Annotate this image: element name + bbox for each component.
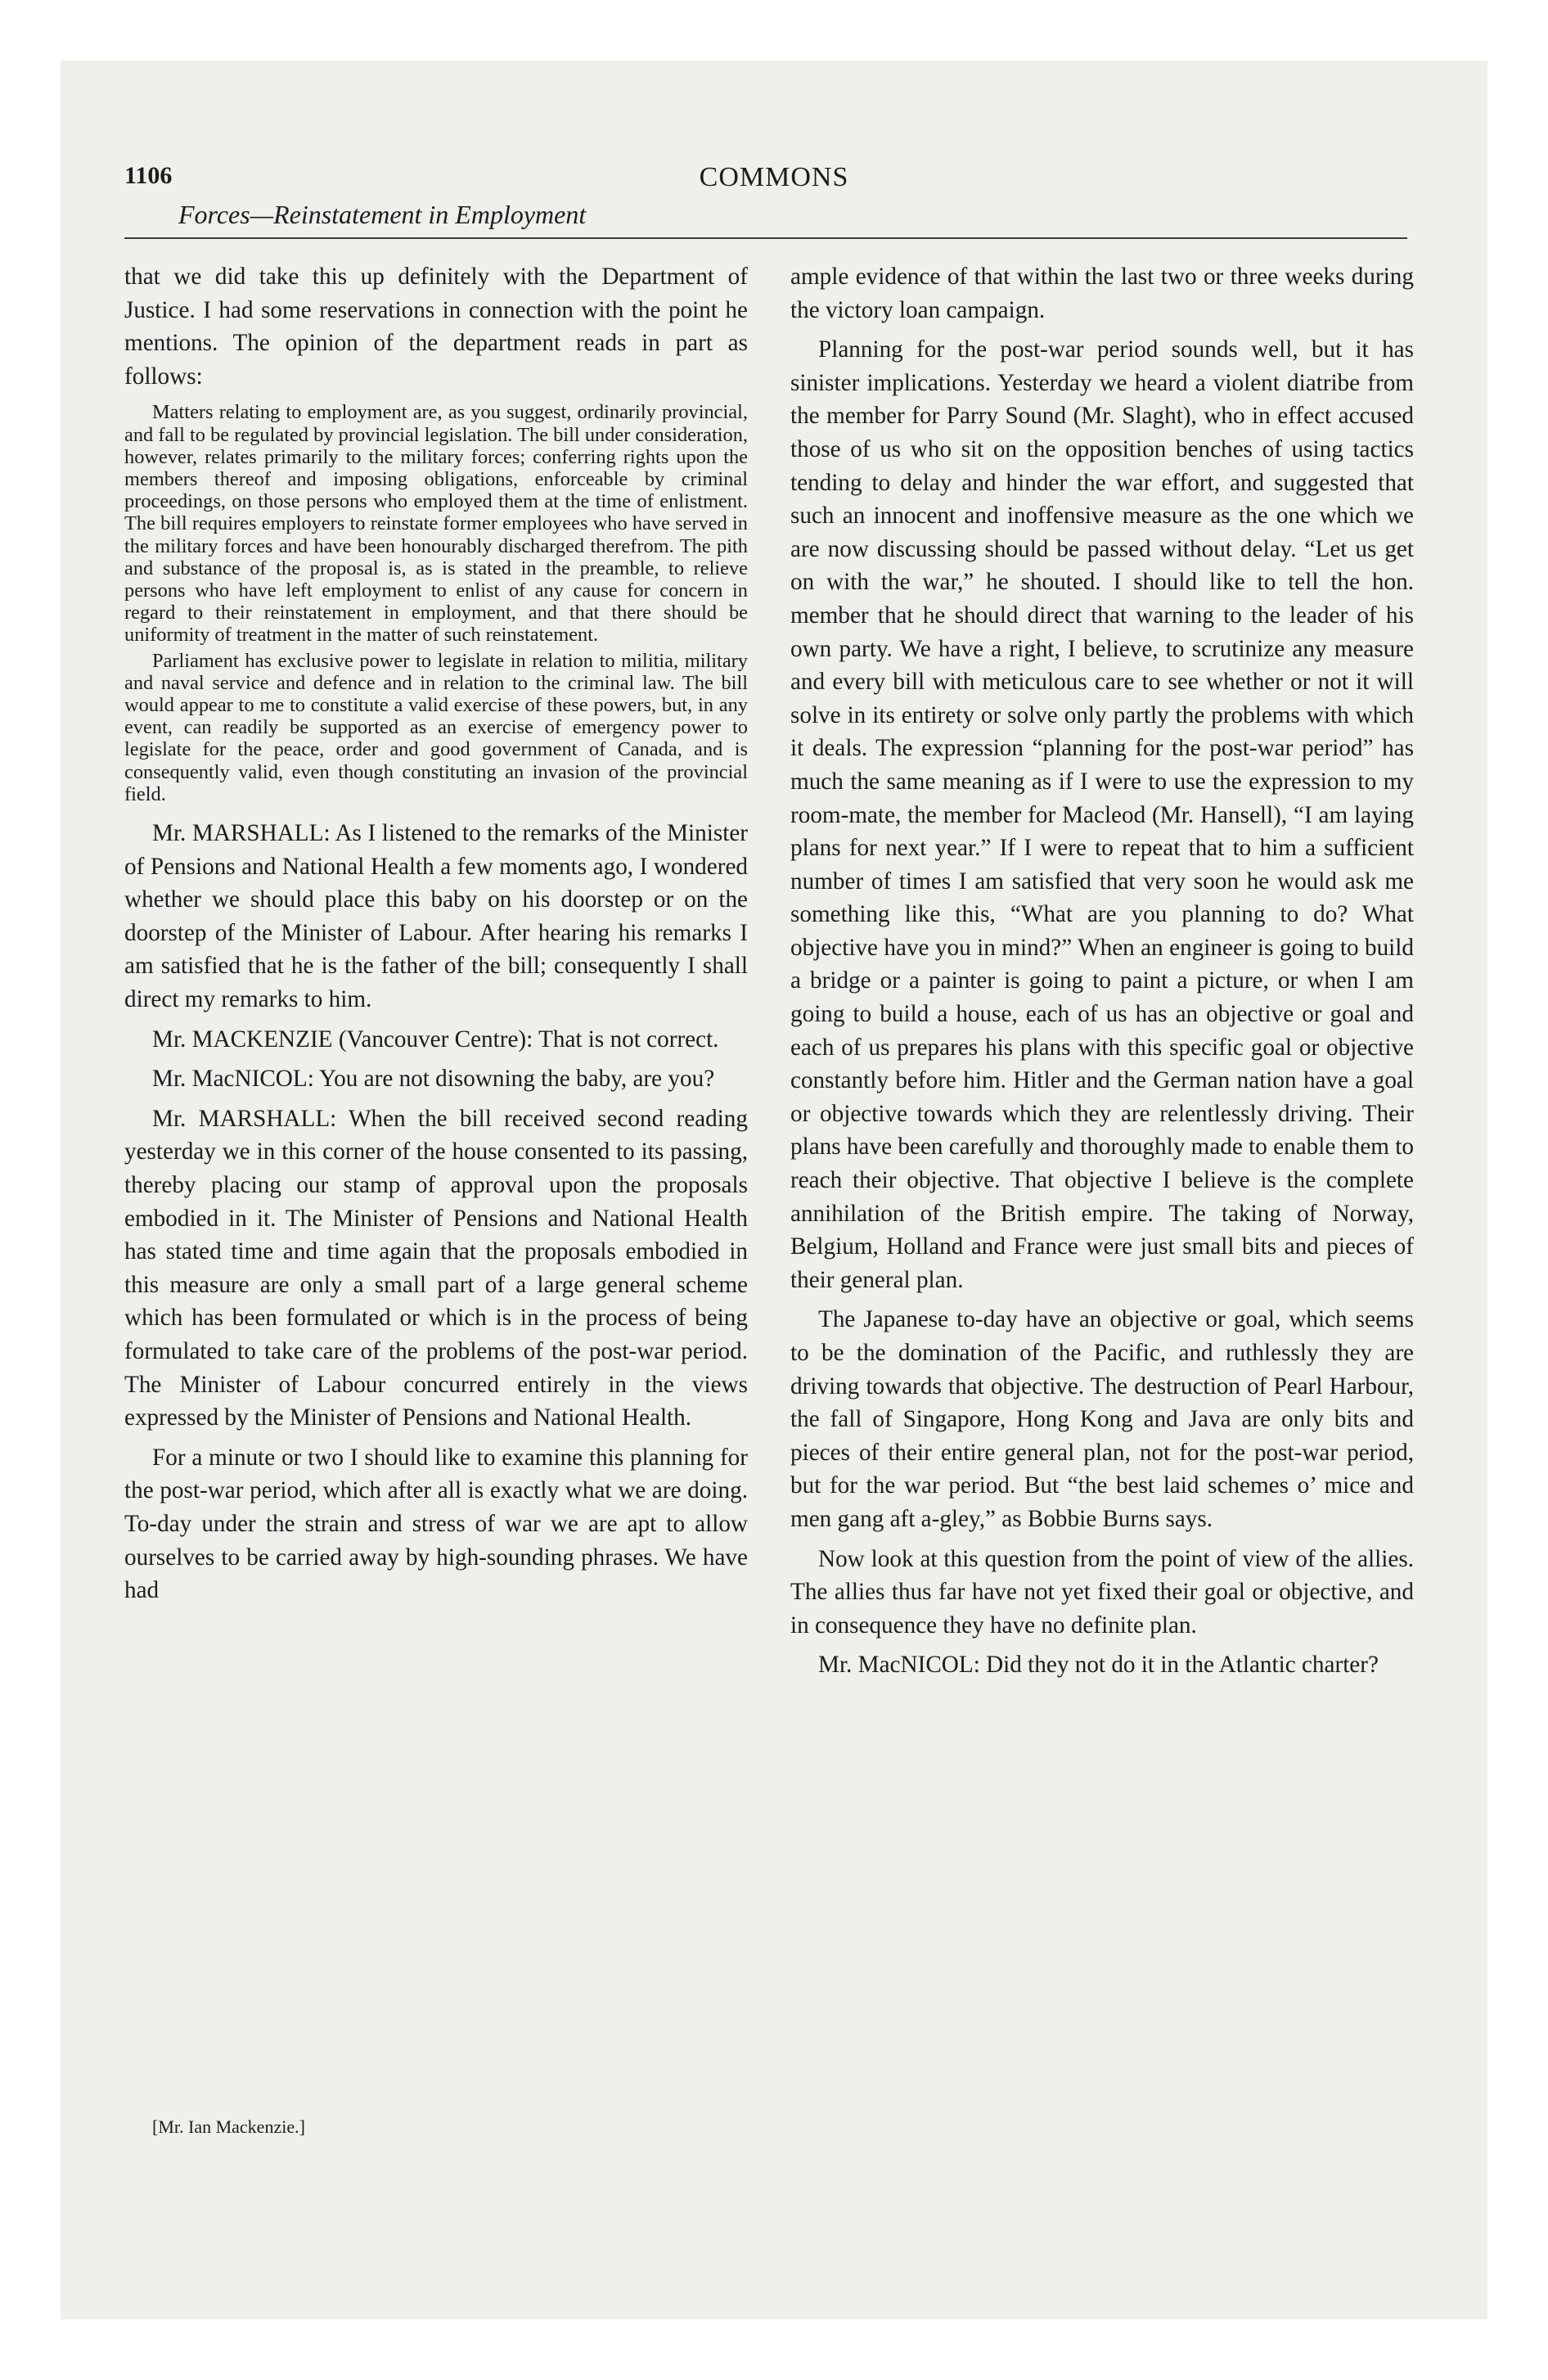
paragraph: Mr. MacNICOL: Did they not do it in the Atlantic charter? [818, 1652, 1379, 1679]
paragraph: For a minute or two I should like to examine this planning for the post-war period, which after all is exactly what we are doing. To-day under the strain and stress of war we are apt to allow ourselves to be carried away by high-sounding phrases. We have had [124, 1444, 748, 1604]
right-column [790, 260, 1414, 1688]
page-number: 1106 [124, 162, 173, 189]
paragraph: Mr. MacNICOL: You are not disowning the baby, are you? [152, 1066, 715, 1093]
running-head: COMMONS [699, 162, 849, 192]
paragraph: ample evidence of that within the last two or three weeks during the victory loan campaign. [790, 264, 1414, 323]
section-title: Forces—Reinstatement in Employment [178, 200, 587, 229]
quoted-opinion: Matters relating to employment are, as you suggest, ordinarily provincial, and fall to be regulated by provincial legislation. The bill under consideration, however, relates primarily to the military forces; conferring rights upon the members thereof and imposing obligations, enforceable by criminal proceedings, on those persons who employed them at the time of enlistment. The bill requires employers to reinstate former employees who have served in the military forces and have been honourably discharged therefrom. The pith and substance of the proposal is, as is stated in the preamble, to relieve persons who have left employment to enlist of any cause for concern in regard to their reinstatement in employment, and that there should be uniformity of treatment in the matter of such reinstatement. [124, 401, 748, 647]
paragraph: Now look at this question from the point of view of the allies. The allies thus far have not yet fixed their goal or objective, and in consequence they have no definite plan. [790, 1545, 1414, 1639]
speaker-footnote: [Mr. Ian Mackenzie.] [152, 2116, 305, 2137]
paragraph: Mr. MARSHALL: As I listened to the remarks of the Minister of Pensions and National Health a few moments ago, I wondered whether we should place this baby on his doorstep or on the doorstep of the Minister of Labour. After hearing his remarks I am satisfied that he is the father of the bill; consequently I shall direct my remarks to him. [124, 820, 748, 1012]
quoted-opinion: Parliament has exclusive power to legislate in relation to militia, military and naval service and defence and in relation to the criminal law. The bill would appear to me to constitute a valid exercise of these powers, but, in any event, can readily be supported as an exercise of emergency power to legislate for the peace, order and good government of Canada, and is consequently valid, even though constituting an invasion of the provincial field. [124, 649, 748, 805]
paragraph: The Japanese to-day have an objective or goal, which seems to be the domination of the Pacific, and ruthlessly they are driving towards that objective. The destruction of Pearl Harbour, the fall of Singapore, Hong Kong and Java are only bits and pieces of their entire general plan, not for the post-war period, but for the war period. But “the best laid schemes o’ mice and men gang aft a-gley,” as Bobbie Burns says. [790, 1306, 1414, 1532]
header-rule [124, 237, 1407, 239]
paragraph: Planning for the post-war period sounds well, but it has sinister implications. Yesterday we heard a violent diatribe from the member for Parry Sound (Mr. Slaght), who in effect accused those of us who sit on the opposition benches of using tactics tending to delay and hinder the war effort, and suggested that such an innocent and inoffensive measure as the one which we are now discussing should be passed without delay. “Let us get on with the war,” he shouted. I should like to tell the hon. member that he should direct that warning to the leader of his own party. We have a right, I believe, to scrutinize any measure and every bill with meticulous care to see whether or not it will solve in its entirety or solve only partly the problems with which it deals. The expression “planning for the post-war period” has much the same meaning as if I were to use the expression to my room-mate, the member for Macleod (Mr. Hansell), “I am laying plans for next year.” If I were to repeat that to him a sufficient number of times I am satisfied that very soon he would ask me something like this, “What are you planning to do? What objective have you in mind?” When an engineer is going to build a bridge or a painter is going to paint a picture, or when I am going to build a house, each of us has an objective or goal and each of us prepares his plans with this specific goal or objective constantly before him. Hitler and the German nation have a goal or objective towards which they are relentlessly driving. Their plans have been carefully and thoroughly made to enable them to reach their objective. That objective I believe is the complete annihilation of the British empire. The taking of Norway, Belgium, Holland and France were just small bits and pieces of their general plan. [790, 336, 1414, 1293]
paragraph: Mr. MACKENZIE (Vancouver Centre): That is not correct. [152, 1025, 719, 1053]
left-column [124, 260, 748, 1614]
paragraph: that we did take this up definitely with the Department of Justice. I had some reservations in connection with the point he mentions. The opinion of the department reads in part as follows: [124, 264, 748, 390]
paragraph: Mr. MARSHALL: When the bill received second reading yesterday we in this corner of the house consented to its passing, thereby placing our stamp of approval upon the proposals embodied in it. The Minister of Pensions and National Health has stated time and time again that the proposals embodied in this measure are only a small part of a large general scheme which has been formulated or which is in the process of being formulated to take care of the problems of the post-war period. The Minister of Labour concurred entirely in the views expressed by the Minister of Pensions and National Health. [124, 1105, 748, 1431]
